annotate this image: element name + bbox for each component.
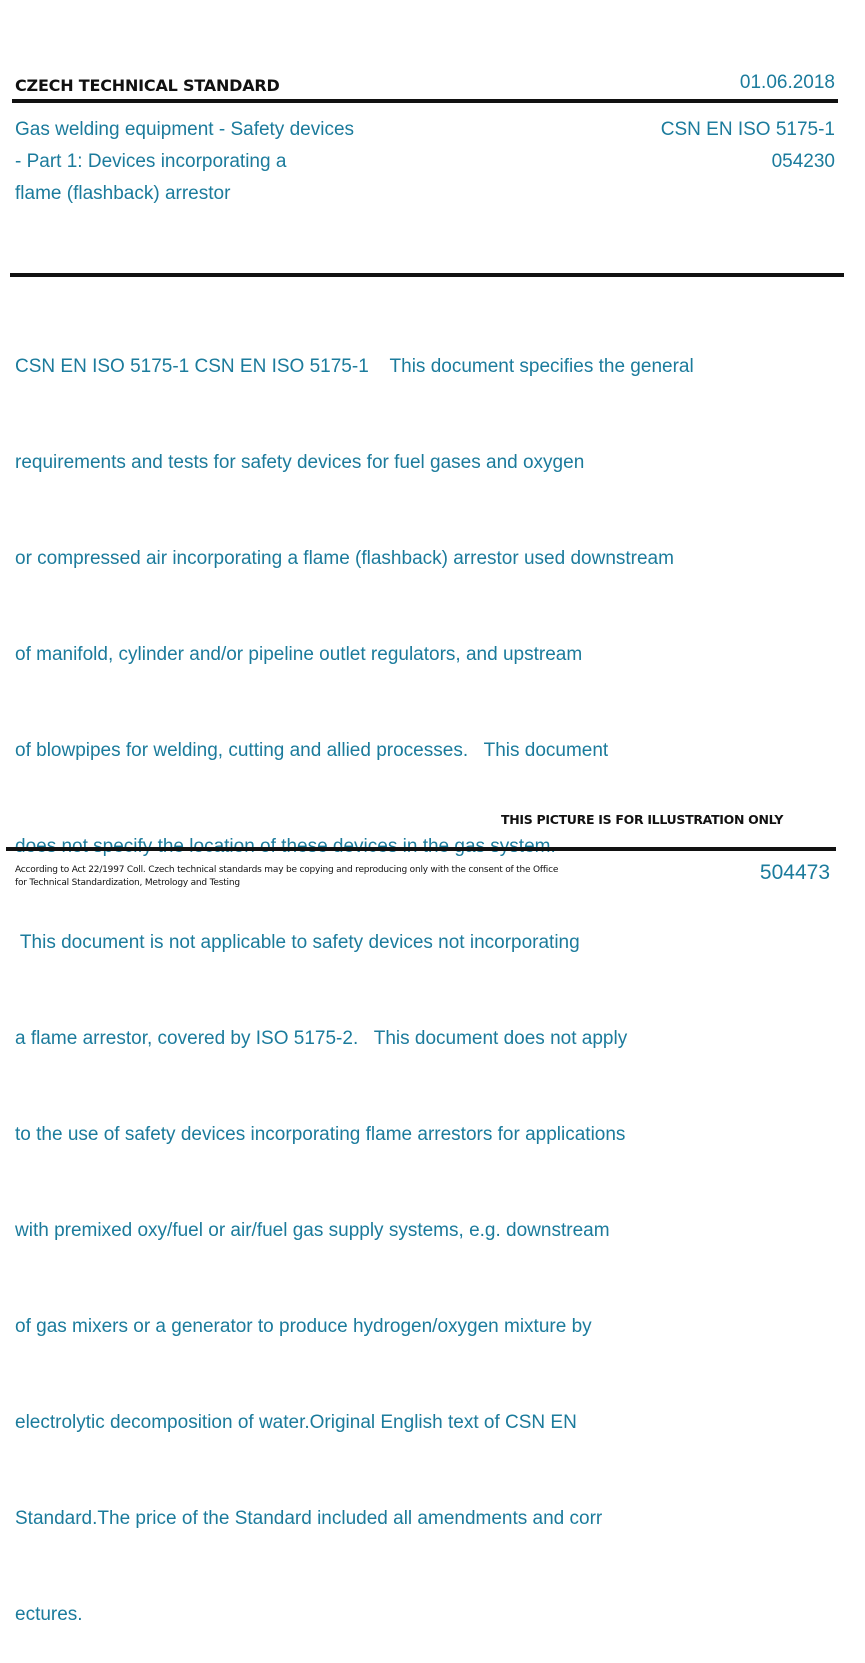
publication-date: 01.06.2018 [739, 72, 835, 93]
legal-notice: According to Act 22/1997 Coll. Czech technical standards may be copying and reproducing only with the consent of the Office for Technical Standardization, Metrology and Testing [15, 865, 559, 888]
document-codes [661, 114, 835, 178]
catalog-number: 504473 [759, 861, 830, 884]
abstract-line: electrolytic decomposition of water.Original English text of CSN EN [15, 1412, 577, 1433]
abstract [15, 287, 805, 1663]
abstract-line: to the use of safety devices incorporating flame arrestors for applications [15, 1124, 626, 1145]
illustration-note: THIS PICTURE IS FOR ILLUSTRATION ONLY [501, 812, 784, 827]
document-title: Gas welding equipment - Safety devices - Part 1: Devices incorporating a flame (flashback) arrestor [15, 119, 355, 204]
abstract-line: with premixed oxy/fuel or air/fuel gas supply systems, e.g. downstream [15, 1220, 610, 1241]
abstract-line: CSN EN ISO 5175-1 CSN EN ISO 5175-1 This document specifies the general [15, 356, 694, 377]
abstract-line: This document is not applicable to safety devices not incorporating [15, 932, 580, 953]
abstract-line: Standard.The price of the Standard included all amendments and corr [15, 1508, 603, 1529]
header-divider [12, 99, 838, 103]
abstract-line: or compressed air incorporating a flame (flashback) arrestor used downstream [15, 548, 674, 569]
title-divider [10, 273, 844, 277]
abstract-line: of manifold, cylinder and/or pipeline outlet regulators, and upstream [15, 644, 583, 665]
footer-divider [6, 847, 836, 851]
abstract-line: of blowpipes for welding, cutting and allied processes. This document [15, 740, 609, 761]
classification-code: 054230 [771, 151, 835, 172]
header-title: CZECH TECHNICAL STANDARD [15, 76, 280, 95]
abstract-line: of gas mixers or a generator to produce hydrogen/oxygen mixture by [15, 1316, 592, 1337]
abstract-line: a flame arrestor, covered by ISO 5175-2. This document does not apply [15, 1028, 628, 1049]
abstract-line: ectures. [15, 1604, 83, 1625]
abstract-line: requirements and tests for safety devices for fuel gases and oxygen [15, 452, 585, 473]
standard-code: CSN EN ISO 5175-1 [660, 119, 835, 140]
